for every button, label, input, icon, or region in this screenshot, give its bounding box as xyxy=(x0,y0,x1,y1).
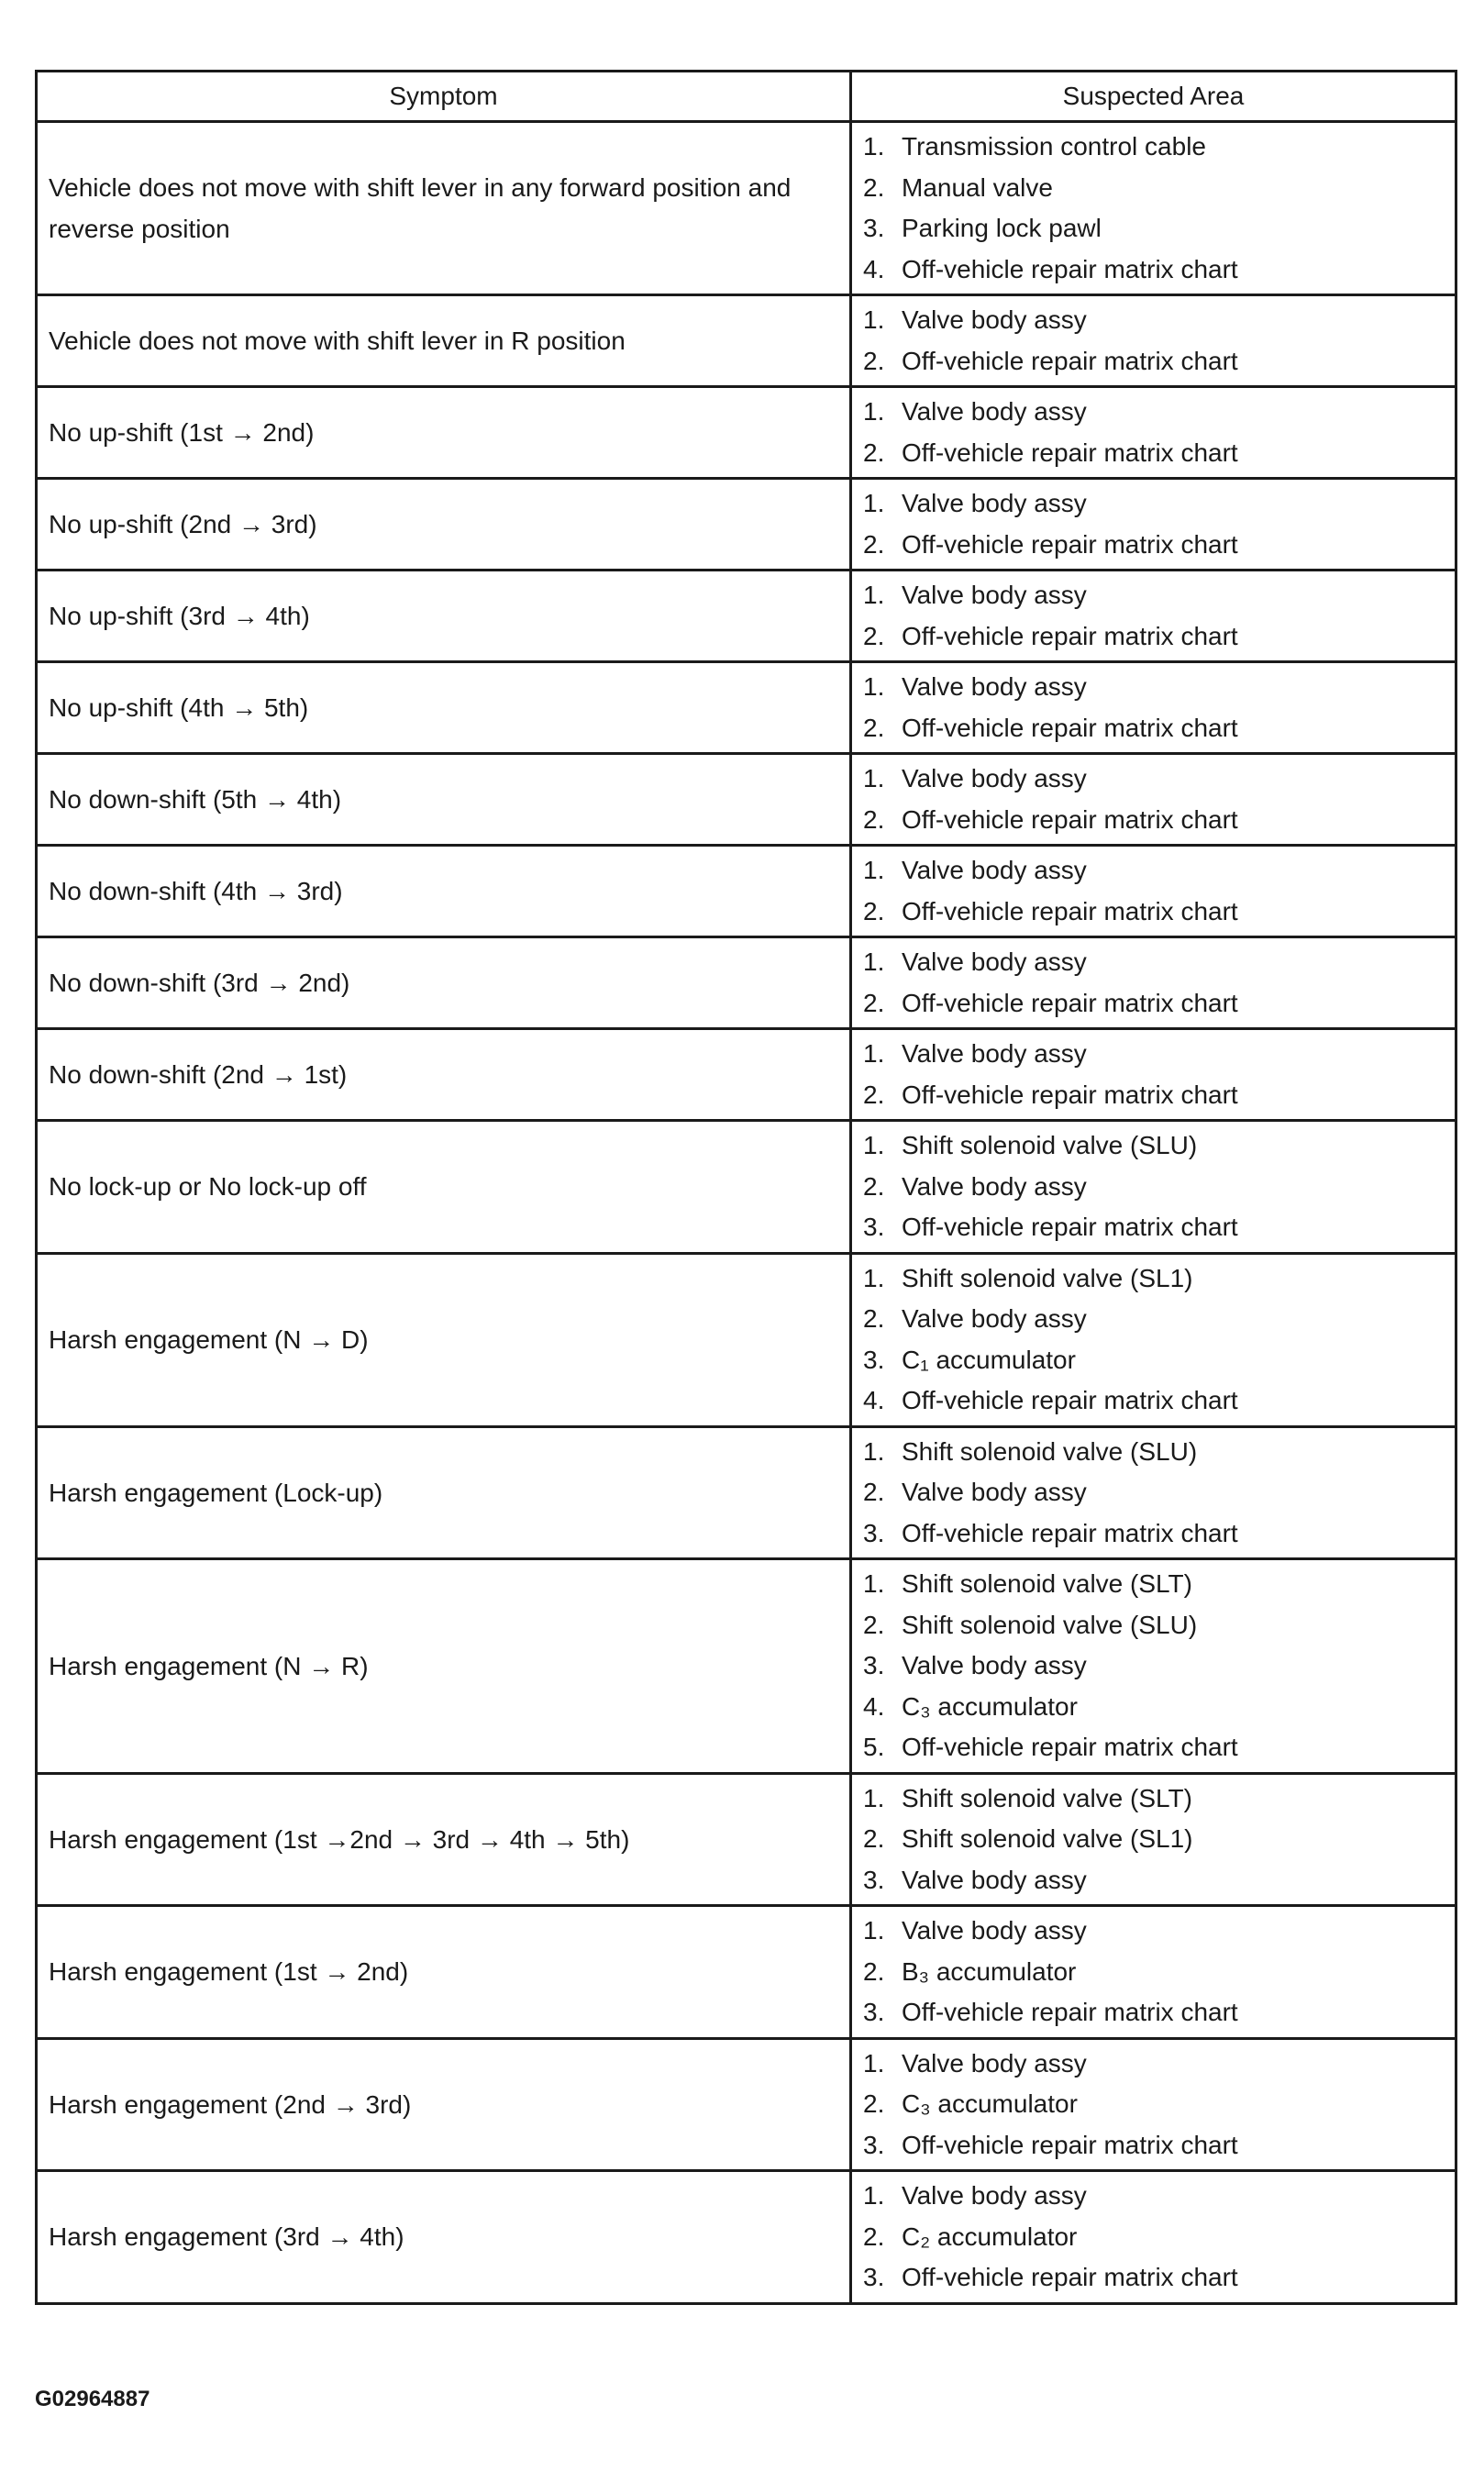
list-item-number: 2. xyxy=(863,1080,885,1109)
list-item xyxy=(863,667,1444,708)
list-item-text: Shift solenoid valve (SL1) xyxy=(902,1824,1193,1853)
table-row xyxy=(37,1559,1456,1774)
suspected-area-cell xyxy=(851,1773,1456,1906)
list-item xyxy=(863,2217,1444,2258)
list-item-number: 3. xyxy=(863,1865,885,1894)
suspected-area-list xyxy=(863,667,1444,748)
suspected-area-list xyxy=(863,575,1444,657)
list-item-number: 1. xyxy=(863,1263,885,1292)
list-item-text: Off-vehicle repair matrix chart xyxy=(902,346,1238,375)
list-item-text: Valve body assy xyxy=(902,1171,1087,1201)
list-item-number: 2. xyxy=(863,1824,885,1853)
list-item-number: 1. xyxy=(863,1569,885,1598)
list-item xyxy=(863,208,1444,249)
list-item xyxy=(863,341,1444,382)
list-item-number: 2. xyxy=(863,621,885,650)
list-item xyxy=(863,1911,1444,1952)
table-row xyxy=(37,662,1456,754)
list-item-text: Valve body assy xyxy=(902,1865,1087,1894)
list-item-number: 2. xyxy=(863,1956,885,1986)
suspected-area-list xyxy=(863,2044,1444,2166)
list-item-text: Off-vehicle repair matrix chart xyxy=(902,804,1238,834)
symptom-cell: No down-shift (4th → 3rd) xyxy=(37,846,851,937)
suspected-area-list xyxy=(863,392,1444,473)
suspected-area-cell xyxy=(851,387,1456,479)
list-item-text: Valve body assy xyxy=(902,1478,1087,1506)
list-item-number: 1. xyxy=(863,1916,885,1945)
list-item-text: Valve body assy xyxy=(902,856,1087,884)
list-item xyxy=(863,2176,1444,2217)
list-item-number: 1. xyxy=(863,856,885,884)
suspected-area-list xyxy=(863,759,1444,840)
symptom-cell: Harsh engagement (N → R) xyxy=(37,1559,851,1774)
list-item-number: 1. xyxy=(863,489,885,517)
suspected-area-cell xyxy=(851,2038,1456,2171)
list-item-text: C₁ accumulator xyxy=(902,1345,1076,1374)
list-item-number: 2. xyxy=(863,1171,885,1201)
list-item-number: 2. xyxy=(863,713,885,742)
list-item xyxy=(863,1778,1444,1820)
list-item xyxy=(863,1605,1444,1646)
list-item xyxy=(863,942,1444,983)
table-row xyxy=(37,1906,1456,2039)
list-item-number: 1. xyxy=(863,1131,885,1159)
list-item xyxy=(863,759,1444,800)
list-item-number: 1. xyxy=(863,672,885,701)
suspected-area-cell xyxy=(851,1906,1456,2039)
suspected-area-cell xyxy=(851,1559,1456,1774)
symptom-cell: No down-shift (2nd → 1st) xyxy=(37,1029,851,1121)
list-item-number: 2. xyxy=(863,346,885,375)
list-item-text: Shift solenoid valve (SLU) xyxy=(902,1436,1198,1466)
list-item xyxy=(863,1687,1444,1728)
list-item-number: 2. xyxy=(863,2222,885,2251)
list-item xyxy=(863,300,1444,341)
list-item-text: Valve body assy xyxy=(902,305,1087,334)
table-row xyxy=(37,1029,1456,1121)
list-item-text: Valve body assy xyxy=(902,947,1087,976)
symptom-cell: Harsh engagement (Lock-up) xyxy=(37,1426,851,1559)
list-item xyxy=(863,575,1444,616)
list-item-number: 2. xyxy=(863,172,885,202)
list-item xyxy=(863,1992,1444,2033)
list-item-number: 2. xyxy=(863,438,885,467)
suspected-area-cell xyxy=(851,1426,1456,1559)
list-item xyxy=(863,1432,1444,1473)
symptom-cell: No lock-up or No lock-up off xyxy=(37,1121,851,1254)
symptom-cell: No up-shift (4th → 5th) xyxy=(37,662,851,754)
list-item xyxy=(863,1167,1444,1208)
symptom-cell: Harsh engagement (1st → 2nd) xyxy=(37,1906,851,2039)
table-row xyxy=(37,846,1456,937)
suspected-area-list xyxy=(863,483,1444,565)
list-item-number: 3. xyxy=(863,2130,885,2159)
symptom-cell: Harsh engagement (2nd → 3rd) xyxy=(37,2038,851,2171)
table-header-row xyxy=(37,72,1456,122)
list-item-number: 1. xyxy=(863,305,885,334)
header-suspected-area: Suspected Area xyxy=(851,72,1456,122)
suspected-area-cell xyxy=(851,122,1456,295)
list-item-number: 1. xyxy=(863,2048,885,2078)
list-item-number: 2. xyxy=(863,804,885,834)
list-item-text: Off-vehicle repair matrix chart xyxy=(902,713,1238,742)
list-item-text: Off-vehicle repair matrix chart xyxy=(902,254,1238,283)
list-item xyxy=(863,433,1444,474)
list-item-text: Shift solenoid valve (SLU) xyxy=(902,1610,1198,1639)
list-item-text: Off-vehicle repair matrix chart xyxy=(902,621,1238,650)
list-item xyxy=(863,2044,1444,2085)
list-item-text: Transmission control cable xyxy=(902,132,1206,161)
list-item-number: 1. xyxy=(863,764,885,792)
table-body xyxy=(37,122,1456,2304)
list-item-text: Valve body assy xyxy=(902,2181,1087,2210)
suspected-area-cell xyxy=(851,1029,1456,1121)
figure-code: G02964887 xyxy=(35,2387,150,2411)
suspected-area-list xyxy=(863,1125,1444,1248)
list-item-text: Off-vehicle repair matrix chart xyxy=(902,438,1238,467)
list-item-text: Off-vehicle repair matrix chart xyxy=(902,2130,1238,2159)
list-item xyxy=(863,1258,1444,1300)
list-item-text: Shift solenoid valve (SL1) xyxy=(902,1263,1193,1292)
list-item xyxy=(863,483,1444,525)
symptom-cell: No down-shift (5th → 4th) xyxy=(37,754,851,846)
suspected-area-list xyxy=(863,1432,1444,1555)
list-item xyxy=(863,1340,1444,1381)
suspected-area-list xyxy=(863,1911,1444,2033)
list-item-text: Valve body assy xyxy=(902,2048,1087,2078)
suspected-area-list xyxy=(863,127,1444,290)
suspected-area-list xyxy=(863,1564,1444,1768)
suspected-area-cell xyxy=(851,479,1456,571)
symptom-cell: No up-shift (1st → 2nd) xyxy=(37,387,851,479)
list-item-number: 1. xyxy=(863,1039,885,1068)
list-item-text: Off-vehicle repair matrix chart xyxy=(902,988,1238,1017)
list-item-number: 2. xyxy=(863,2089,885,2118)
table-row xyxy=(37,2038,1456,2171)
list-item-number: 2. xyxy=(863,1610,885,1639)
list-item-text: C₂ accumulator xyxy=(902,2222,1078,2251)
list-item-number: 4. xyxy=(863,1386,885,1414)
list-item-number: 1. xyxy=(863,1436,885,1466)
table-row xyxy=(37,1773,1456,1906)
suspected-area-list xyxy=(863,1258,1444,1422)
table-row xyxy=(37,1121,1456,1254)
table-row xyxy=(37,754,1456,846)
list-item xyxy=(863,1472,1444,1513)
list-item xyxy=(863,249,1444,291)
list-item-text: C₃ accumulator xyxy=(902,1691,1078,1721)
list-item xyxy=(863,616,1444,658)
list-item xyxy=(863,168,1444,209)
list-item-number: 2. xyxy=(863,988,885,1017)
suspected-area-list xyxy=(863,850,1444,932)
symptom-cell: No up-shift (3rd → 4th) xyxy=(37,571,851,662)
list-item-text: B₃ accumulator xyxy=(902,1956,1077,1986)
list-item xyxy=(863,1860,1444,1901)
list-item-text: Off-vehicle repair matrix chart xyxy=(902,1733,1238,1761)
list-item-text: Off-vehicle repair matrix chart xyxy=(902,1213,1238,1241)
list-item xyxy=(863,2257,1444,2299)
table-row xyxy=(37,2171,1456,2304)
table-row xyxy=(37,479,1456,571)
list-item-number: 1. xyxy=(863,947,885,976)
list-item-number: 1. xyxy=(863,397,885,426)
list-item-text: Valve body assy xyxy=(902,397,1087,426)
symptom-cell: No down-shift (3rd → 2nd) xyxy=(37,937,851,1029)
suspected-area-cell xyxy=(851,1121,1456,1254)
list-item-text: Off-vehicle repair matrix chart xyxy=(902,1518,1238,1547)
header-symptom: Symptom xyxy=(37,72,851,122)
list-item-text: Off-vehicle repair matrix chart xyxy=(902,1998,1238,2026)
list-item xyxy=(863,1380,1444,1422)
list-item xyxy=(863,1075,1444,1116)
list-item-number: 3. xyxy=(863,1651,885,1679)
list-item xyxy=(863,2125,1444,2166)
list-item xyxy=(863,1819,1444,1860)
list-item-text: Off-vehicle repair matrix chart xyxy=(902,1386,1238,1414)
list-item xyxy=(863,983,1444,1025)
list-item xyxy=(863,392,1444,433)
suspected-area-cell xyxy=(851,1253,1456,1426)
suspected-area-cell xyxy=(851,846,1456,937)
suspected-area-list xyxy=(863,1034,1444,1115)
list-item-number: 2. xyxy=(863,1478,885,1506)
list-item-number: 3. xyxy=(863,1518,885,1547)
list-item xyxy=(863,127,1444,168)
list-item-number: 3. xyxy=(863,2263,885,2291)
list-item xyxy=(863,800,1444,841)
list-item-number: 2. xyxy=(863,529,885,559)
list-item-text: Off-vehicle repair matrix chart xyxy=(902,1080,1238,1109)
list-item xyxy=(863,1207,1444,1248)
list-item xyxy=(863,1564,1444,1605)
suspected-area-cell xyxy=(851,937,1456,1029)
list-item-text: Off-vehicle repair matrix chart xyxy=(902,529,1238,559)
list-item-number: 1. xyxy=(863,581,885,609)
list-item-number: 1. xyxy=(863,1783,885,1812)
symptom-cell: Vehicle does not move with shift lever in R position xyxy=(37,295,851,387)
suspected-area-cell xyxy=(851,754,1456,846)
list-item-number: 4. xyxy=(863,254,885,283)
list-item-text: C₃ accumulator xyxy=(902,2089,1078,2118)
list-item xyxy=(863,850,1444,892)
symptom-table xyxy=(35,70,1457,2305)
suspected-area-cell xyxy=(851,2171,1456,2304)
symptom-cell: Harsh engagement (1st →2nd → 3rd → 4th → 5th) xyxy=(37,1773,851,1906)
list-item xyxy=(863,1299,1444,1340)
table-row xyxy=(37,1253,1456,1426)
list-item-text: Shift solenoid valve (SLT) xyxy=(902,1783,1192,1812)
list-item-text: Valve body assy xyxy=(902,1916,1087,1945)
list-item-text: Valve body assy xyxy=(902,1651,1087,1679)
symptom-cell: Vehicle does not move with shift lever in any forward position and reverse position xyxy=(37,122,851,295)
list-item xyxy=(863,1034,1444,1075)
list-item-number: 5. xyxy=(863,1733,885,1761)
list-item-text: Valve body assy xyxy=(902,672,1087,701)
list-item-text: Valve body assy xyxy=(902,1304,1087,1333)
list-item xyxy=(863,1125,1444,1167)
list-item xyxy=(863,1952,1444,1993)
table-row xyxy=(37,571,1456,662)
symptom-cell: No up-shift (2nd → 3rd) xyxy=(37,479,851,571)
list-item-text: Valve body assy xyxy=(902,581,1087,609)
list-item-text: Valve body assy xyxy=(902,1039,1087,1068)
suspected-area-cell xyxy=(851,662,1456,754)
list-item-text: Valve body assy xyxy=(902,764,1087,792)
symptom-cell: Harsh engagement (3rd → 4th) xyxy=(37,2171,851,2304)
list-item-text: Off-vehicle repair matrix chart xyxy=(902,896,1238,925)
list-item-number: 3. xyxy=(863,1345,885,1374)
list-item-number: 3. xyxy=(863,1998,885,2026)
list-item xyxy=(863,708,1444,749)
suspected-area-list xyxy=(863,2176,1444,2299)
table-row xyxy=(37,387,1456,479)
list-item xyxy=(863,1513,1444,1555)
list-item-text: Off-vehicle repair matrix chart xyxy=(902,2263,1238,2291)
list-item xyxy=(863,1727,1444,1768)
table-row xyxy=(37,1426,1456,1559)
list-item-number: 3. xyxy=(863,1213,885,1241)
list-item-text: Shift solenoid valve (SLU) xyxy=(902,1131,1198,1159)
list-item xyxy=(863,525,1444,566)
list-item-number: 1. xyxy=(863,132,885,161)
table-row xyxy=(37,937,1456,1029)
suspected-area-list xyxy=(863,300,1444,382)
list-item-text: Manual valve xyxy=(902,172,1053,202)
list-item xyxy=(863,2084,1444,2125)
suspected-area-cell xyxy=(851,295,1456,387)
list-item-number: 4. xyxy=(863,1691,885,1721)
suspected-area-cell xyxy=(851,571,1456,662)
table-row xyxy=(37,122,1456,295)
list-item-number: 2. xyxy=(863,1304,885,1333)
table-row xyxy=(37,295,1456,387)
list-item xyxy=(863,892,1444,933)
list-item-text: Valve body assy xyxy=(902,489,1087,517)
list-item xyxy=(863,1645,1444,1687)
list-item-number: 3. xyxy=(863,214,885,242)
suspected-area-list xyxy=(863,1778,1444,1901)
list-item-number: 2. xyxy=(863,896,885,925)
list-item-text: Shift solenoid valve (SLT) xyxy=(902,1569,1192,1598)
list-item-number: 1. xyxy=(863,2181,885,2210)
suspected-area-list xyxy=(863,942,1444,1024)
list-item-text: Parking lock pawl xyxy=(902,214,1102,242)
symptom-cell: Harsh engagement (N → D) xyxy=(37,1253,851,1426)
